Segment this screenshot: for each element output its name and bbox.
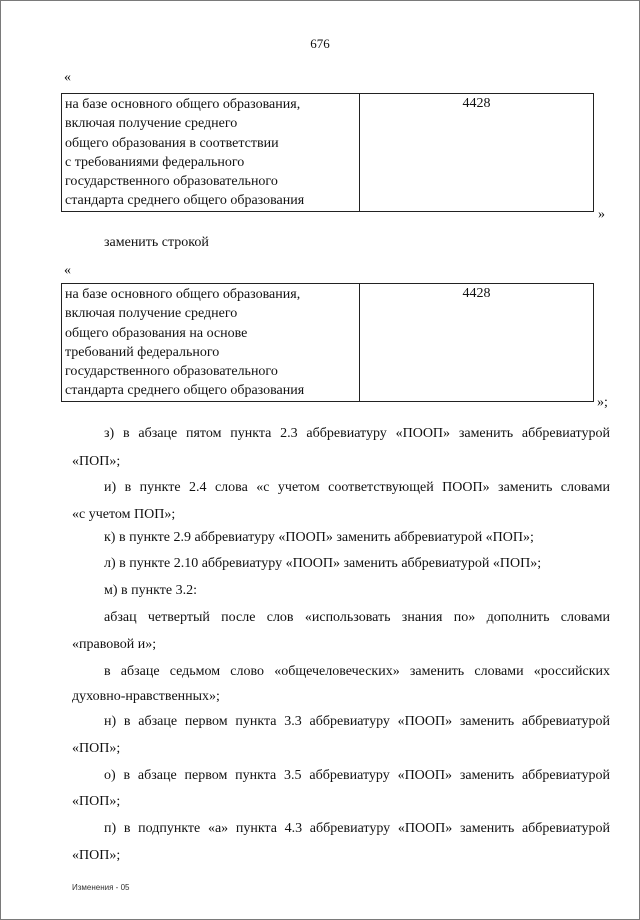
paragraph-i-line-2: «с учетом ПОП»;: [72, 507, 176, 522]
table-text-line: на базе основного общего образования,: [65, 287, 301, 302]
paragraph-n-line-1: н) в абзаце первом пункта 3.3 аббревиатуру «ПООП» заменить аббревиатурой: [104, 714, 610, 729]
paragraph-p-line-2: «ПОП»;: [72, 848, 121, 863]
table-text-line: государственного образовательного: [65, 364, 278, 380]
table-text-line: на базе основного общего образования,: [65, 97, 301, 112]
close-quote-2: »;: [597, 395, 608, 410]
table-text-line: включая получение среднего: [65, 116, 238, 132]
paragraph-m-sub1-line-2: «правовой и»;: [72, 637, 157, 652]
paragraph-k: к) в пункте 2.9 аббревиатуру «ПООП» заменить аббревиатурой «ПОП»;: [104, 530, 534, 545]
paragraph-m-sub1-line-1: абзац четвертый после слов «использовать знания по» дополнить словами: [104, 610, 610, 625]
old-row-description: [62, 94, 360, 212]
table-text-line: стандарта среднего общего образования: [65, 193, 305, 209]
paragraph-m-sub2-line-2: духовно-нравственных»;: [72, 689, 220, 704]
paragraph-p-line-1: п) в подпункте «а» пункта 4.3 аббревиатуру «ПООП» заменить аббревиатурой: [104, 821, 610, 836]
old-row-value: 4428: [360, 94, 594, 212]
open-quote-2: «: [64, 263, 71, 278]
paragraph-n-line-2: «ПОП»;: [72, 741, 121, 756]
replace-instruction: заменить строкой: [104, 235, 209, 250]
close-quote-1: »: [598, 207, 605, 222]
footer-revision-label: Изменения - 05: [72, 883, 130, 892]
new-row-table: [61, 283, 594, 402]
paragraph-z-line-2: «ПОП»;: [72, 454, 121, 469]
table-text-line: стандарта среднего общего образования: [65, 383, 305, 399]
page-number: 676: [310, 36, 330, 51]
table-text-line: общего образования в соответствии: [65, 135, 279, 151]
old-row-table: [61, 93, 594, 212]
table-text-line: общего образования на основе: [65, 325, 248, 341]
new-row-description: [62, 284, 360, 402]
paragraph-o-line-2: «ПОП»;: [72, 794, 121, 809]
paragraph-z-line-1: з) в абзаце пятом пункта 2.3 аббревиатуру «ПООП» заменить аббревиатурой: [104, 426, 610, 441]
table-text-line: государственного образовательного: [65, 174, 278, 190]
paragraph-m: м) в пункте 3.2:: [104, 583, 197, 598]
table-text-line: включая получение среднего: [65, 306, 238, 322]
paragraph-l: л) в пункте 2.10 аббревиатуру «ПООП» заменить аббревиатурой «ПОП»;: [104, 556, 542, 571]
paragraph-m-sub2-line-1: в абзаце седьмом слово «общечеловеческих» заменить словами «российских: [104, 664, 610, 679]
table-text-line: требований федерального: [65, 344, 220, 360]
table-row: [62, 94, 594, 212]
table-row: [62, 284, 594, 402]
paragraph-o-line-1: о) в абзаце первом пункта 3.5 аббревиатуру «ПООП» заменить аббревиатурой: [104, 768, 610, 783]
new-row-value: 4428: [360, 284, 594, 402]
open-quote-1: «: [64, 70, 71, 85]
table-text-line: с требованиями федерального: [65, 154, 245, 170]
paragraph-i-line-1: и) в пункте 2.4 слова «с учетом соответствующей ПООП» заменить словами: [104, 480, 610, 495]
